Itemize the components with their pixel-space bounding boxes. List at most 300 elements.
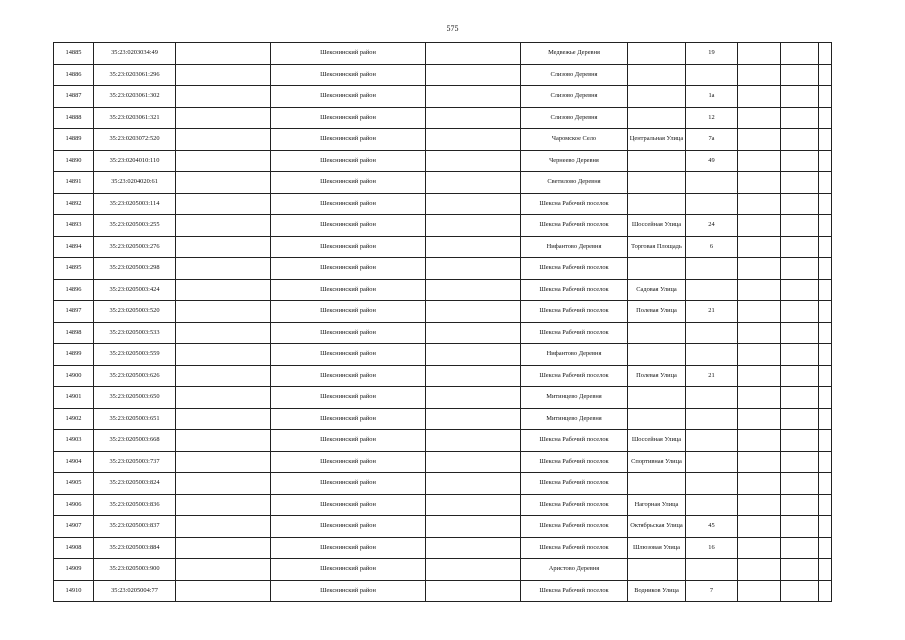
record-number-cell: 14900 — [54, 365, 94, 387]
empty-cell — [781, 86, 819, 108]
table-row — [54, 408, 832, 430]
street-cell — [628, 86, 686, 108]
cadastral-number-cell: 35:23:0205003:114 — [94, 193, 176, 215]
page-number: 575 — [446, 24, 459, 33]
empty-cell — [781, 129, 819, 151]
district-cell: Шекснинский район — [271, 387, 426, 409]
record-number-cell: 14897 — [54, 301, 94, 323]
district-cell: Шекснинский район — [271, 107, 426, 129]
empty-cell — [781, 322, 819, 344]
district-cell: Шекснинский район — [271, 580, 426, 602]
empty-cell — [819, 559, 832, 581]
table-row — [54, 64, 832, 86]
empty-cell — [426, 172, 521, 194]
cadastral-number-cell: 35:23:0205004:77 — [94, 580, 176, 602]
empty-cell — [781, 365, 819, 387]
empty-cell — [176, 301, 271, 323]
house-number-cell — [686, 322, 738, 344]
empty-cell — [781, 473, 819, 495]
settlement-cell: Шексна Рабочий поселок — [521, 301, 628, 323]
record-number-cell: 14885 — [54, 43, 94, 65]
record-number-cell: 14899 — [54, 344, 94, 366]
table-row — [54, 344, 832, 366]
house-number-cell: 21 — [686, 301, 738, 323]
table-row — [54, 387, 832, 409]
district-cell: Шекснинский район — [271, 215, 426, 237]
settlement-cell: Аристово Деревня — [521, 559, 628, 581]
empty-cell — [738, 150, 781, 172]
record-number-cell: 14902 — [54, 408, 94, 430]
empty-cell — [781, 279, 819, 301]
empty-cell — [738, 473, 781, 495]
house-number-cell: 21 — [686, 365, 738, 387]
empty-cell — [781, 215, 819, 237]
empty-cell — [781, 516, 819, 538]
record-number-cell: 14893 — [54, 215, 94, 237]
record-number-cell: 14908 — [54, 537, 94, 559]
empty-cell — [426, 537, 521, 559]
cadastral-number-cell: 35:23:0203061:302 — [94, 86, 176, 108]
record-number-cell: 14896 — [54, 279, 94, 301]
house-number-cell — [686, 473, 738, 495]
empty-cell — [426, 516, 521, 538]
empty-cell — [176, 580, 271, 602]
cadastral-number-cell: 35:23:0205003:298 — [94, 258, 176, 280]
empty-cell — [819, 129, 832, 151]
cadastral-number-cell: 35:23:0205003:824 — [94, 473, 176, 495]
street-cell — [628, 150, 686, 172]
house-number-cell: 24 — [686, 215, 738, 237]
table-row — [54, 516, 832, 538]
empty-cell — [426, 473, 521, 495]
record-number-cell: 14889 — [54, 129, 94, 151]
record-number-cell: 14894 — [54, 236, 94, 258]
settlement-cell: Шексна Рабочий поселок — [521, 580, 628, 602]
settlement-cell: Шексна Рабочий поселок — [521, 494, 628, 516]
district-cell: Шекснинский район — [271, 43, 426, 65]
empty-cell — [426, 193, 521, 215]
empty-cell — [426, 580, 521, 602]
empty-cell — [176, 150, 271, 172]
settlement-cell: Шексна Рабочий поселок — [521, 473, 628, 495]
empty-cell — [819, 107, 832, 129]
record-number-cell: 14905 — [54, 473, 94, 495]
empty-cell — [738, 344, 781, 366]
empty-cell — [176, 494, 271, 516]
table-row — [54, 215, 832, 237]
street-cell — [628, 193, 686, 215]
house-number-cell: 1а — [686, 86, 738, 108]
table-row — [54, 365, 832, 387]
empty-cell — [176, 236, 271, 258]
empty-cell — [819, 365, 832, 387]
table-row — [54, 150, 832, 172]
empty-cell — [781, 301, 819, 323]
street-cell: Шоссейная Улица — [628, 215, 686, 237]
house-number-cell — [686, 193, 738, 215]
empty-cell — [819, 451, 832, 473]
house-number-cell: 16 — [686, 537, 738, 559]
settlement-cell: Шексна Рабочий поселок — [521, 215, 628, 237]
empty-cell — [738, 559, 781, 581]
district-cell: Шекснинский район — [271, 494, 426, 516]
district-cell: Шекснинский район — [271, 451, 426, 473]
empty-cell — [738, 301, 781, 323]
empty-cell — [738, 215, 781, 237]
record-number-cell: 14910 — [54, 580, 94, 602]
empty-cell — [738, 494, 781, 516]
empty-cell — [819, 215, 832, 237]
street-cell: Шоссейная Улица — [628, 430, 686, 452]
cadastral-number-cell: 35:23:0205003:837 — [94, 516, 176, 538]
street-cell — [628, 408, 686, 430]
street-cell — [628, 559, 686, 581]
cadastral-number-cell: 35:23:0205003:884 — [94, 537, 176, 559]
settlement-cell: Шексна Рабочий поселок — [521, 537, 628, 559]
district-cell: Шекснинский район — [271, 365, 426, 387]
empty-cell — [738, 193, 781, 215]
table-row — [54, 494, 832, 516]
street-cell: Шлюзовая Улица — [628, 537, 686, 559]
district-cell: Шекснинский район — [271, 537, 426, 559]
empty-cell — [781, 580, 819, 602]
empty-cell — [819, 516, 832, 538]
cadastral-number-cell: 35:23:0203034:49 — [94, 43, 176, 65]
record-number-cell: 14909 — [54, 559, 94, 581]
house-number-cell: 19 — [686, 43, 738, 65]
empty-cell — [176, 172, 271, 194]
settlement-cell: Нифантово Деревня — [521, 236, 628, 258]
house-number-cell: 49 — [686, 150, 738, 172]
street-cell: Центральная Улица — [628, 129, 686, 151]
empty-cell — [176, 86, 271, 108]
empty-cell — [426, 86, 521, 108]
empty-cell — [738, 451, 781, 473]
empty-cell — [738, 107, 781, 129]
empty-cell — [426, 344, 521, 366]
empty-cell — [819, 408, 832, 430]
table-row — [54, 279, 832, 301]
empty-cell — [781, 430, 819, 452]
empty-cell — [426, 279, 521, 301]
empty-cell — [426, 236, 521, 258]
house-number-cell — [686, 451, 738, 473]
empty-cell — [176, 559, 271, 581]
empty-cell — [176, 408, 271, 430]
empty-cell — [426, 451, 521, 473]
record-number-cell: 14903 — [54, 430, 94, 452]
empty-cell — [426, 107, 521, 129]
table-row — [54, 236, 832, 258]
table-row — [54, 301, 832, 323]
table-row — [54, 559, 832, 581]
empty-cell — [819, 537, 832, 559]
empty-cell — [176, 365, 271, 387]
record-number-cell: 14898 — [54, 322, 94, 344]
empty-cell — [176, 451, 271, 473]
empty-cell — [781, 408, 819, 430]
empty-cell — [738, 322, 781, 344]
cadastral-number-cell: 35:23:0205003:559 — [94, 344, 176, 366]
district-cell: Шекснинский район — [271, 279, 426, 301]
empty-cell — [781, 344, 819, 366]
empty-cell — [781, 107, 819, 129]
cadastral-number-cell: 35:23:0205003:276 — [94, 236, 176, 258]
empty-cell — [738, 86, 781, 108]
empty-cell — [819, 301, 832, 323]
street-cell — [628, 387, 686, 409]
house-number-cell — [686, 64, 738, 86]
settlement-cell: Шексна Рабочий поселок — [521, 430, 628, 452]
record-number-cell: 14892 — [54, 193, 94, 215]
street-cell — [628, 322, 686, 344]
empty-cell — [176, 193, 271, 215]
empty-cell — [426, 301, 521, 323]
empty-cell — [819, 150, 832, 172]
settlement-cell: Шексна Рабочий поселок — [521, 193, 628, 215]
empty-cell — [781, 193, 819, 215]
empty-cell — [426, 387, 521, 409]
house-number-cell — [686, 430, 738, 452]
table-row — [54, 537, 832, 559]
street-cell: Нагорная Улица — [628, 494, 686, 516]
district-cell: Шекснинский район — [271, 64, 426, 86]
empty-cell — [819, 86, 832, 108]
house-number-cell — [686, 387, 738, 409]
cadastral-number-cell: 35:23:0205003:626 — [94, 365, 176, 387]
empty-cell — [426, 64, 521, 86]
empty-cell — [738, 537, 781, 559]
empty-cell — [738, 365, 781, 387]
cadastral-number-cell: 35:23:0204010:110 — [94, 150, 176, 172]
record-number-cell: 14888 — [54, 107, 94, 129]
street-cell — [628, 64, 686, 86]
empty-cell — [819, 580, 832, 602]
district-cell: Шекснинский район — [271, 301, 426, 323]
settlement-cell: Чернеево Деревня — [521, 150, 628, 172]
street-cell: Спортивная Улица — [628, 451, 686, 473]
empty-cell — [176, 430, 271, 452]
registry-table — [53, 42, 832, 602]
empty-cell — [819, 43, 832, 65]
empty-cell — [738, 236, 781, 258]
table-row — [54, 580, 832, 602]
empty-cell — [819, 473, 832, 495]
house-number-cell — [686, 279, 738, 301]
district-cell: Шекснинский район — [271, 129, 426, 151]
empty-cell — [781, 451, 819, 473]
table-row — [54, 86, 832, 108]
street-cell — [628, 344, 686, 366]
district-cell: Шекснинский район — [271, 408, 426, 430]
house-number-cell — [686, 344, 738, 366]
record-number-cell: 14887 — [54, 86, 94, 108]
table-row — [54, 473, 832, 495]
street-cell: Торговая Площадь — [628, 236, 686, 258]
empty-cell — [426, 322, 521, 344]
settlement-cell: Светилово Деревня — [521, 172, 628, 194]
street-cell — [628, 43, 686, 65]
settlement-cell: Шексна Рабочий поселок — [521, 365, 628, 387]
table-row — [54, 193, 832, 215]
table-row — [54, 172, 832, 194]
record-number-cell: 14901 — [54, 387, 94, 409]
empty-cell — [781, 64, 819, 86]
empty-cell — [781, 236, 819, 258]
street-cell: Полевая Улица — [628, 365, 686, 387]
empty-cell — [738, 43, 781, 65]
table-row — [54, 258, 832, 280]
street-cell: Водников Улица — [628, 580, 686, 602]
empty-cell — [781, 43, 819, 65]
cadastral-number-cell: 35:23:0205003:533 — [94, 322, 176, 344]
house-number-cell: 6 — [686, 236, 738, 258]
empty-cell — [176, 516, 271, 538]
empty-cell — [781, 258, 819, 280]
district-cell: Шекснинский район — [271, 473, 426, 495]
empty-cell — [738, 129, 781, 151]
empty-cell — [819, 258, 832, 280]
empty-cell — [426, 430, 521, 452]
house-number-cell: 45 — [686, 516, 738, 538]
empty-cell — [176, 215, 271, 237]
house-number-cell — [686, 408, 738, 430]
empty-cell — [819, 193, 832, 215]
empty-cell — [426, 365, 521, 387]
empty-cell — [738, 580, 781, 602]
empty-cell — [426, 150, 521, 172]
empty-cell — [819, 322, 832, 344]
house-number-cell — [686, 494, 738, 516]
empty-cell — [176, 473, 271, 495]
street-cell — [628, 258, 686, 280]
cadastral-number-cell: 35:23:0205003:737 — [94, 451, 176, 473]
record-number-cell: 14906 — [54, 494, 94, 516]
table-row — [54, 451, 832, 473]
empty-cell — [738, 430, 781, 452]
district-cell: Шекснинский район — [271, 86, 426, 108]
house-number-cell — [686, 559, 738, 581]
settlement-cell: Слизово Деревня — [521, 107, 628, 129]
registry-rows — [54, 43, 832, 602]
empty-cell — [819, 387, 832, 409]
empty-cell — [176, 64, 271, 86]
district-cell: Шекснинский район — [271, 258, 426, 280]
empty-cell — [176, 322, 271, 344]
settlement-cell: Шексна Рабочий поселок — [521, 451, 628, 473]
settlement-cell: Слизово Деревня — [521, 86, 628, 108]
empty-cell — [738, 516, 781, 538]
empty-cell — [426, 129, 521, 151]
record-number-cell: 14895 — [54, 258, 94, 280]
empty-cell — [738, 279, 781, 301]
house-number-cell — [686, 258, 738, 280]
district-cell: Шекснинский район — [271, 322, 426, 344]
cadastral-number-cell: 35:23:0205003:836 — [94, 494, 176, 516]
settlement-cell: Митинцево Деревня — [521, 408, 628, 430]
empty-cell — [738, 258, 781, 280]
street-cell — [628, 172, 686, 194]
house-number-cell — [686, 172, 738, 194]
district-cell: Шекснинский район — [271, 430, 426, 452]
table-row — [54, 129, 832, 151]
empty-cell — [781, 559, 819, 581]
empty-cell — [176, 344, 271, 366]
settlement-cell: Слизово Деревня — [521, 64, 628, 86]
street-cell — [628, 107, 686, 129]
street-cell — [628, 473, 686, 495]
empty-cell — [781, 494, 819, 516]
district-cell: Шекснинский район — [271, 150, 426, 172]
empty-cell — [176, 279, 271, 301]
settlement-cell: Шексна Рабочий поселок — [521, 279, 628, 301]
district-cell: Шекснинский район — [271, 193, 426, 215]
settlement-cell: Шексна Рабочий поселок — [521, 516, 628, 538]
empty-cell — [426, 215, 521, 237]
house-number-cell: 7а — [686, 129, 738, 151]
empty-cell — [426, 494, 521, 516]
district-cell: Шекснинский район — [271, 559, 426, 581]
record-number-cell: 14904 — [54, 451, 94, 473]
record-number-cell: 14886 — [54, 64, 94, 86]
empty-cell — [819, 279, 832, 301]
house-number-cell: 7 — [686, 580, 738, 602]
cadastral-number-cell: 35:23:0203072:520 — [94, 129, 176, 151]
table-row — [54, 430, 832, 452]
cadastral-number-cell: 35:23:0205003:424 — [94, 279, 176, 301]
empty-cell — [819, 172, 832, 194]
empty-cell — [738, 64, 781, 86]
record-number-cell: 14890 — [54, 150, 94, 172]
cadastral-number-cell: 35:23:0205003:668 — [94, 430, 176, 452]
empty-cell — [819, 236, 832, 258]
settlement-cell: Митинцево Деревня — [521, 387, 628, 409]
empty-cell — [781, 150, 819, 172]
record-number-cell: 14907 — [54, 516, 94, 538]
street-cell: Октябрьская Улица — [628, 516, 686, 538]
district-cell: Шекснинский район — [271, 516, 426, 538]
empty-cell — [738, 408, 781, 430]
empty-cell — [426, 43, 521, 65]
empty-cell — [819, 494, 832, 516]
cadastral-number-cell: 35:23:0205003:520 — [94, 301, 176, 323]
empty-cell — [781, 537, 819, 559]
district-cell: Шекснинский район — [271, 172, 426, 194]
empty-cell — [819, 344, 832, 366]
empty-cell — [176, 387, 271, 409]
cadastral-number-cell: 35:23:0205003:651 — [94, 408, 176, 430]
empty-cell — [426, 258, 521, 280]
empty-cell — [738, 172, 781, 194]
empty-cell — [738, 387, 781, 409]
settlement-cell: Нифантово Деревня — [521, 344, 628, 366]
settlement-cell: Медвежье Деревня — [521, 43, 628, 65]
record-number-cell: 14891 — [54, 172, 94, 194]
empty-cell — [176, 43, 271, 65]
settlement-cell: Чаромское Село — [521, 129, 628, 151]
empty-cell — [176, 107, 271, 129]
settlement-cell: Шексна Рабочий поселок — [521, 258, 628, 280]
cadastral-number-cell: 35:23:0205003:900 — [94, 559, 176, 581]
district-cell: Шекснинский район — [271, 344, 426, 366]
cadastral-number-cell: 35:23:0203061:296 — [94, 64, 176, 86]
street-cell: Садовая Улица — [628, 279, 686, 301]
table-row — [54, 43, 832, 65]
cadastral-number-cell: 35:23:0205003:255 — [94, 215, 176, 237]
district-cell: Шекснинский район — [271, 236, 426, 258]
empty-cell — [426, 408, 521, 430]
cadastral-number-cell: 35:23:0204020:61 — [94, 172, 176, 194]
